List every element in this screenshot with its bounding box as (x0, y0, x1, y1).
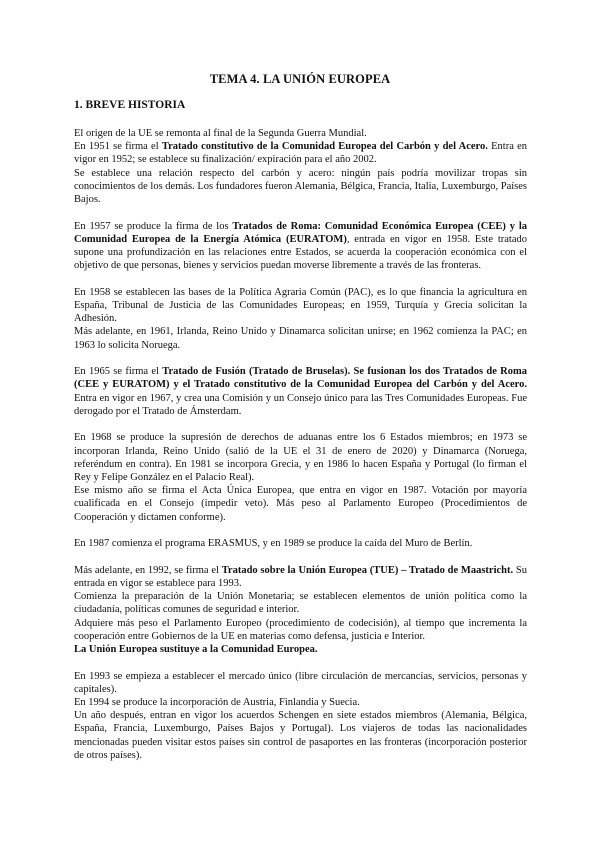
paragraph-text: En 1994 se produce la incorporación de Austria, Finlandia y Suecia. (74, 697, 360, 709)
paragraph-text: Más adelante, en 1961, Irlanda, Reino Unido y Dinamarca solicitan unirse; en 1962 comienza la PAC; en 1963 lo solicita Noruega. (74, 326, 527, 351)
bold-text: Tratado constitutivo de la Comunidad Europea del Carbón y del Acero. (161, 141, 488, 153)
paragraph (74, 286, 527, 326)
paragraph-text: En 1993 se empieza a establecer el mercado único (libre circulación de mercancías, servicios, personas y capitales). (74, 670, 527, 695)
paragraph (74, 564, 527, 590)
paragraph-text: Comienza la preparación de la Unión Monetaria; se establecen elementos de unión política como la ciudadanía, políticas comunes de seguridad e interior. (74, 591, 527, 616)
paragraph (74, 617, 527, 643)
paragraph (74, 484, 527, 524)
paragraph-text: En 1968 se produce la supresión de derechos de aduanas entre los 6 Estados miembros; en 1973 se incorporan Irlanda, Reino Unido (salió de la UE el 31 de enero de 2020) y Dinamarca (Noruega, referéndum en contra). En 1981 se incorpora Grecia, y en 1986 lo hacen España y Portugal (lo firman el Rey y Felipe González en el Palacio Real). (74, 432, 527, 484)
paragraph-text: Se establece una relación respecto del carbón y acero: ningún país podría movilizar tropas sin conocimientos de los demás. Los fundadores fueron Alemania, Bélgica, Francia, Italia, Luxemburgo, Países Bajos. (74, 167, 527, 206)
document-title: TEMA 4. LA UNIÓN EUROPEA (209, 72, 391, 86)
paragraph (74, 643, 527, 656)
paragraph-text: Un año después, entran en vigor los acuerdos Schengen en siete estados miembros (Alemania, Bélgica, España, Francia, Luxemburgo, Países Bajos y Portugal). Los viajeros de todas las nacionalidades mencionadas pueden visitar estos países sin control de pasaportes en las fronteras (incorporación posterior de otros países). (74, 710, 527, 761)
paragraph (74, 365, 527, 418)
paragraph-text: Entra en vigor en 1967, y crea una Comisión y un Consejo único para las Tres Comunidades Europeas. Fue derogado por el Tratado de Ámsterdam. (74, 392, 527, 417)
paragraph-text: Entra en vigor en 1952; se establece su finalización/ expiración para el año 2002. (74, 141, 527, 166)
bold-text: Tratados de Roma: Comunidad Económica Europea (CEE) y la Comunidad Europea de la Energía Atómica (EURATOM) (74, 220, 527, 245)
paragraph (74, 590, 527, 616)
paragraph-text: En 1957 se produce la firma de los (74, 220, 233, 232)
document-body (74, 127, 527, 762)
bold-text: Tratado sobre la Unión Europea (TUE) – Tratado de Maastricht. (221, 564, 514, 576)
paragraph (74, 325, 527, 351)
paragraph (74, 537, 527, 550)
paragraph-text: Su entrada en vigor se establece para 1993. (74, 564, 527, 590)
paragraph (74, 140, 527, 166)
paragraph-text: Adquiere más peso el Parlamento Europeo (procedimiento de codecisión), al tiempo que incrementa la cooperación entre Gobiernos de la UE en materias como defensa, justicia e Interior. (74, 617, 527, 642)
paragraph-text: En 1987 comienza el programa ERASMUS, y en 1989 se produce la caída del Muro de Berlín. (74, 538, 473, 550)
paragraph (74, 709, 527, 762)
paragraph-text: , entrada en vigor en 1958. Este tratado supone una profundización en las relaciones entre Estados, se acuerda la cooperación económica con el objetivo de que personas, bienes y servicios puedan moverse libremente a través de las fronteras. (74, 233, 527, 272)
bold-text: La Unión Europea sustituye a la Comunidad Europea. (74, 644, 318, 656)
paragraph (74, 670, 527, 696)
paragraph-text: Más adelante, en 1992, se firma el (74, 564, 222, 576)
paragraph (74, 696, 527, 709)
paragraph-text: El origen de la UE se remonta al final de la Segunda Guerra Mundial. (74, 128, 367, 139)
paragraph (74, 167, 527, 207)
paragraph-text: En 1951 se firma el (74, 141, 162, 153)
paragraph-text: Ese mismo año se firma el Acta Única Europea, que entra en vigor en 1987. Votación por mayoría cualificada en el Consejo (impedir veto). Más peso al Parlamento Europeo (Procedimientos de Cooperación y dictamen conforme). (74, 485, 527, 523)
section-heading: 1. BREVE HISTORIA (74, 99, 186, 111)
paragraph-text: En 1958 se establecen las bases de la Política Agraria Común (PAC), es lo que financia la agricultura en España, Tribunal de Justicia de las Comunidades Europeas; en 1959, Turquía y Grecia solicitan la Adhesión. (74, 286, 527, 325)
paragraph (74, 220, 527, 273)
paragraph-text: En 1965 se firma el (74, 366, 163, 378)
paragraph (74, 127, 527, 140)
bold-text: Tratado de Fusión (Tratado de Bruselas). Se fusionan los dos Tratados de Roma (CEE y EURATOM) y el Tratado constitutivo de la Comunidad Europea del Carbón y del Acero. (74, 366, 527, 391)
paragraph (74, 431, 527, 484)
